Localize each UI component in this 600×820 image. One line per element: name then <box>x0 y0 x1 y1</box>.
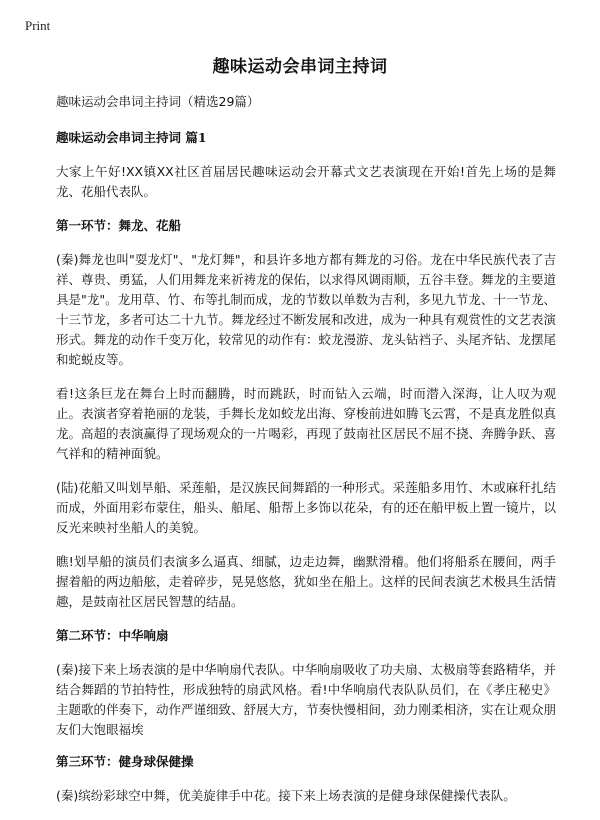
section-1-paragraph-4: 瞧!划旱船的演员们表演多么逼真、细腻，边走边舞，幽默滑稽。他们将船系在腰间，两手握着船的两边船舷，走着碎步，晃晃悠悠，犹如坐在船上。这样的民间表演艺术极具生活情趣，是鼓南社区居民智慧的结晶。 <box>56 554 557 609</box>
section-heading-1: 第一环节：舞龙、花船 <box>56 218 182 233</box>
article-heading: 趣味运动会串词主持词 篇1 <box>56 130 207 145</box>
intro-paragraph: 大家上午好!XX镇XX社区首届居民趣味运动会开幕式文艺表演现在开始!首先上场的是舞龙、花船代表队。 <box>56 164 556 199</box>
section-1-paragraph-2: 看!这条巨龙在舞台上时而翻腾，时而跳跃，时而钻入云端，时而潜入深海，让人叹为观止。表演者穿着艳丽的龙装，手舞长龙如蛟龙出海、穿梭前进如腾飞云霄，不是真龙胜似真龙。高超的表演赢得了现场观众的一片喝彩，再现了鼓南社区居民不屈不挠、奔腾争跃、喜气祥和的精神面貌。 <box>56 386 557 461</box>
document-body <box>56 92 556 820</box>
document-title: 趣味运动会串词主持词 <box>212 57 388 77</box>
print-link[interactable]: Print <box>25 18 51 33</box>
section-1-paragraph-1: (秦)舞龙也叫"耍龙灯"、"龙灯舞"，和县许多地方都有舞龙的习俗。龙在中华民族代表了吉祥、尊贵、勇猛，人们用舞龙来祈祷龙的保佑，以求得风调雨顺，五谷丰登。舞龙的主要道具是"龙"。龙用草、竹、布等扎制而成，龙的节数以单数为吉利，多见九节龙、十一节龙、十三节龙，多者可达二十九节。舞龙经过不断发展和改进，成为一种具有观赏性的文艺表演形式。舞龙的动作千变万化，较常见的动作有：蛟龙漫游、龙头钻裆子、头尾齐钻、龙摆尾和蛇蜕皮等。 <box>56 252 557 367</box>
document-subtitle: 趣味运动会串词主持词（精选29篇） <box>56 94 260 109</box>
section-2-paragraph-1: (秦)接下来上场表演的是中华响扇代表队。中华响扇吸收了功夫扇、太极扇等套路精华，并结合舞蹈的节拍特性，形成独特的扇武风格。看!中华响扇代表队队员们，在《孝庄秘史》主题歌的伴奏下，动作严谨细致、舒展大方，节奏快慢相间，劲力刚柔相济，实在让观众朋友们大饱眼福埃 <box>56 662 557 737</box>
section-heading-3: 第三环节：健身球保健操 <box>56 754 194 769</box>
section-heading-2: 第二环节：中华响扇 <box>56 628 169 643</box>
section-3-paragraph-1: (秦)缤纷彩球空中舞，优美旋律手中花。接下来上场表演的是健身球保健操代表队。 <box>56 788 516 803</box>
section-1-paragraph-3: (陆)花船又叫划旱船、采莲船，是汉族民间舞蹈的一种形式。采莲船多用竹、木或麻秆扎结而成，外面用彩布蒙住，船头、船尾、船帮上多饰以花朵，有的还在船甲板上置一镜片，以反光来映衬坐船人的美貌。 <box>56 480 557 535</box>
